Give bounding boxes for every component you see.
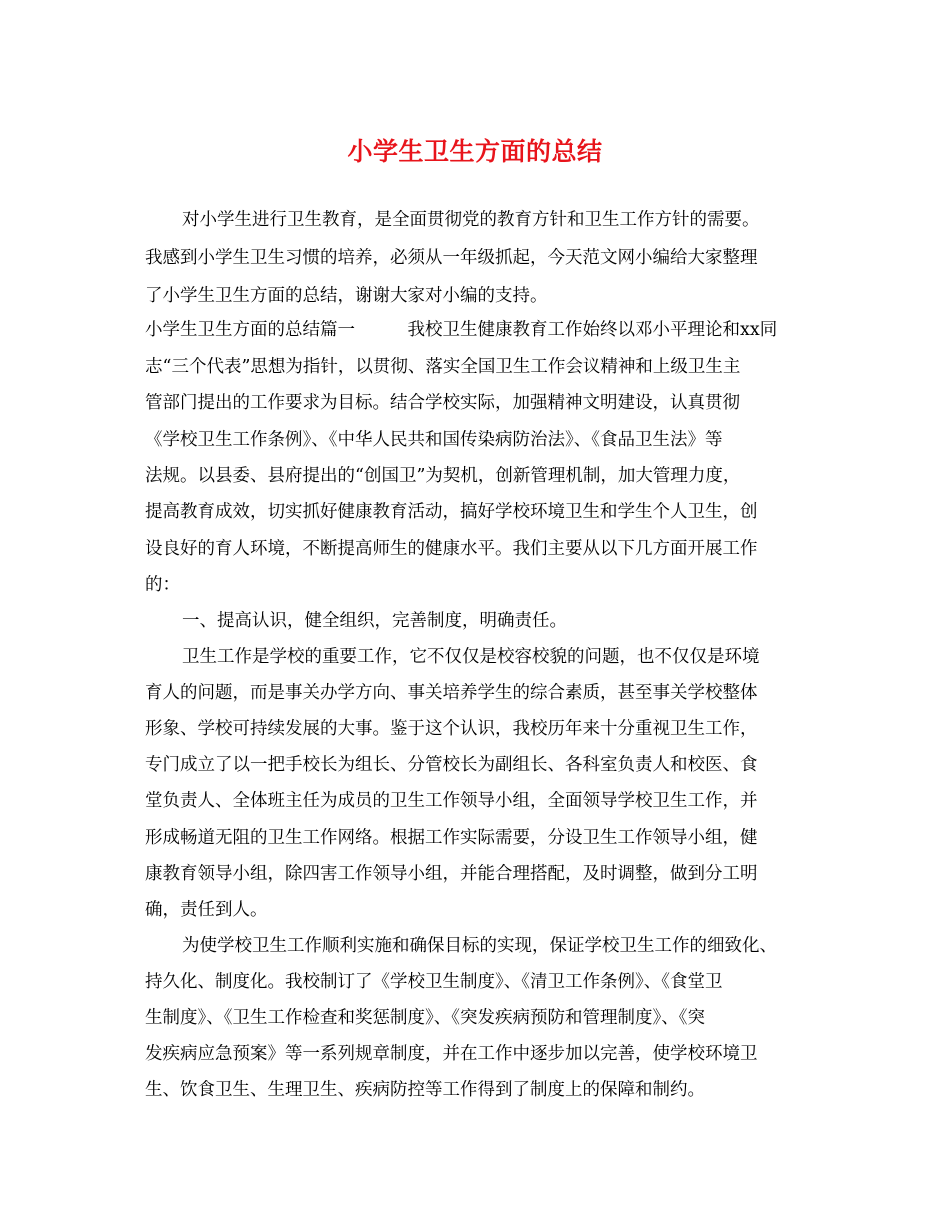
paragraph-line: 对小学生进行卫生教育，是全面贯彻党的教育方针和卫生工作方针的需要。 (182, 210, 760, 230)
document-title: 小学生卫生方面的总结 (347, 137, 603, 166)
paragraph-line: 为使学校卫生工作顺利实施和确保目标的实现，保证学校卫生工作的细致化、 (182, 936, 777, 956)
paragraph-line: 生制度》、《卫生工作检查和奖惩制度》、《突发疾病预防和管理制度》、《突 (145, 1008, 705, 1028)
paragraph-line: 志“三个代表”思想为指针，以贯彻、落实全国卫生工作会议精神和上级卫生主 (145, 357, 741, 377)
paragraph-line: 发疾病应急预案》等一系列规章制度，并在工作中逐步加以完善，使学校环境卫 (145, 1044, 758, 1064)
paragraph-line: 确，责任到人。 (145, 900, 268, 920)
paragraph-line: 《学校卫生工作条例》、《中华人民共和国传染病防治法》、《食品卫生法》等 (145, 430, 723, 450)
paragraph-line: 设良好的育人环境，不断提高师生的健康水平。我们主要从以下几方面开展工作 (145, 539, 758, 559)
paragraph-line: 堂负责人、全体班主任为成员的卫生工作领导小组，全面领导学校卫生工作，并 (145, 791, 758, 811)
section-heading: 一、提高认识，健全组织，完善制度，明确责任。 (182, 611, 567, 631)
paragraph-line: 提高教育成效，切实抓好健康教育活动，搞好学校环境卫生和学生个人卫生，创 (145, 502, 758, 522)
paragraph-line: 我感到小学生卫生习惯的培养，必须从一年级抓起，今天范文网小编给大家整理 (145, 248, 758, 268)
paragraph-line: 小学生卫生方面的总结篇一 我校卫生健康教育工作始终以邓小平理论和xx同 (145, 320, 778, 340)
paragraph-line: 育人的问题，而是事关办学方向、事关培养学生的综合素质，甚至事关学校整体 (145, 683, 758, 703)
paragraph-line: 的： (145, 575, 180, 595)
paragraph-line: 康教育领导小组，除四害工作领导小组，并能合理搭配，及时调整，做到分工明 (145, 864, 758, 884)
paragraph-line: 法规。以县委、县府提出的“创国卫”为契机，创新管理机制，加大管理力度， (145, 466, 741, 486)
paragraph-line: 形象、学校可持续发展的大事。鉴于这个认识，我校历年来十分重视卫生工作， (145, 719, 758, 739)
paragraph-line: 持久化、制度化。我校制订了《学校卫生制度》、《清卫工作条例》、《食堂卫 (145, 972, 723, 992)
paragraph-line: 了小学生卫生方面的总结，谢谢大家对小编的支持。 (145, 286, 548, 306)
paragraph-line: 生、饮食卫生、生理卫生、疾病防控等工作得到了制度上的保障和制约。 (145, 1080, 705, 1100)
paragraph-line: 专门成立了以一把手校长为组长、分管校长为副组长、各科室负责人和校医、食 (145, 755, 758, 775)
paragraph-line: 管部门提出的工作要求为目标。结合学校实际，加强精神文明建设，认真贯彻 (145, 393, 740, 413)
paragraph-line: 形成畅道无阻的卫生工作网络。根据工作实际需要，分设卫生工作领导小组，健 (145, 828, 758, 848)
paragraph-line: 卫生工作是学校的重要工作，它不仅仅是校容校貌的问题，也不仅仅是环境 (182, 647, 760, 667)
